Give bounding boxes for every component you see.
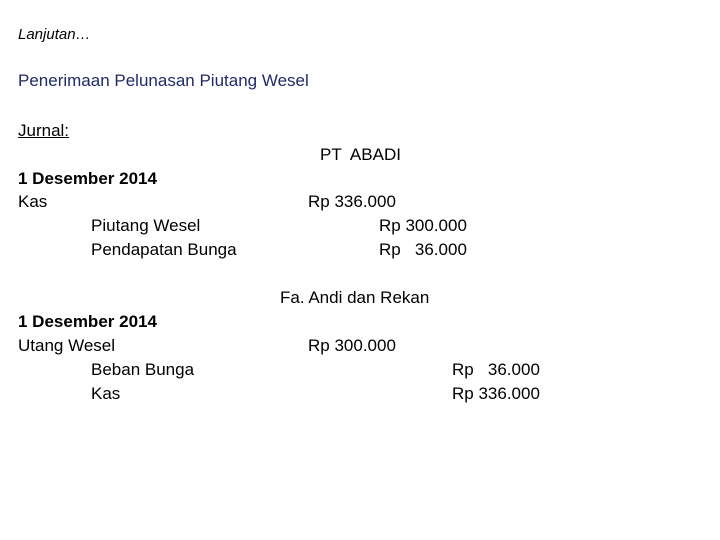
entry2-company: Fa. Andi dan Rekan bbox=[280, 288, 430, 307]
page-title: Penerimaan Pelunasan Piutang Wesel bbox=[18, 71, 309, 90]
entry1-account-3: Pendapatan Bunga bbox=[91, 240, 237, 259]
continuation-label: Lanjutan… bbox=[18, 26, 91, 43]
entry1-credit-3: Rp 36.000 bbox=[379, 240, 467, 259]
entry2-account-1: Utang Wesel bbox=[18, 336, 116, 355]
journal-label: Jurnal: bbox=[18, 121, 70, 140]
entry1-account-1: Kas bbox=[18, 192, 48, 211]
entry2-account-3: Kas bbox=[91, 384, 121, 403]
entry1-company: PT ABADI bbox=[320, 145, 401, 164]
entry2-debit-1: Rp 300.000 bbox=[308, 336, 396, 355]
entry2-date: 1 Desember 2014 bbox=[18, 312, 157, 331]
entry1-date: 1 Desember 2014 bbox=[18, 169, 157, 188]
entry1-debit-1: Rp 336.000 bbox=[308, 192, 396, 211]
entry1-credit-2: Rp 300.000 bbox=[379, 216, 467, 235]
entry1-account-2: Piutang Wesel bbox=[91, 216, 201, 235]
entry2-account-2: Beban Bunga bbox=[91, 360, 195, 379]
entry2-credit-3: Rp 336.000 bbox=[452, 384, 540, 403]
entry2-credit-2: Rp 36.000 bbox=[452, 360, 540, 379]
